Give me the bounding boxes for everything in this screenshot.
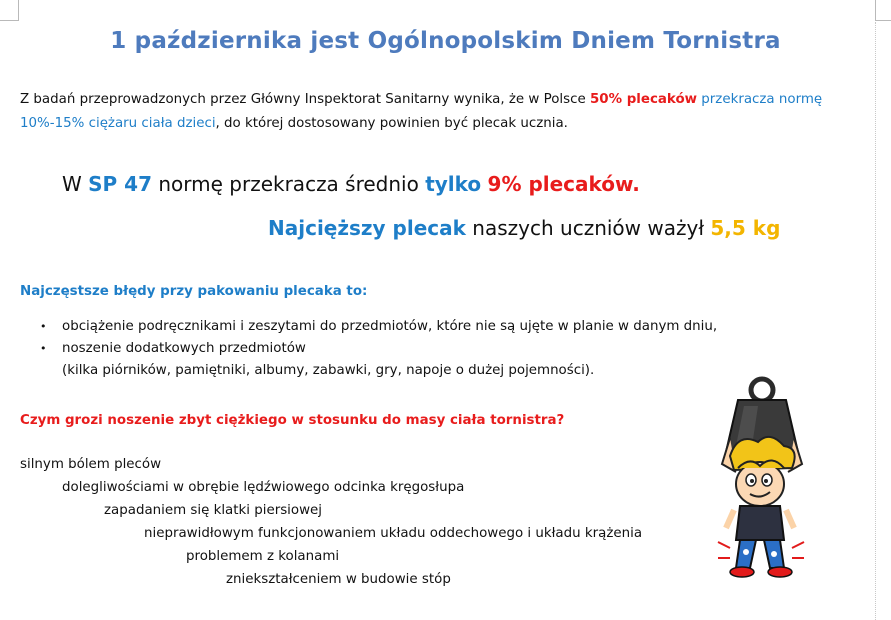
highlight-school-stat <box>62 172 640 196</box>
mistakes-heading: Najczęstsze błędy przy pakowaniu plecaka to: <box>20 284 368 299</box>
list-item-text: problemem z kolanami <box>186 549 340 564</box>
intro-percent: 50% plecaków <box>589 92 698 107</box>
intro-text-2: przekracza <box>697 92 775 107</box>
intro-text-4: , do której dostosowany powinien być plecak ucznia. <box>215 116 568 131</box>
highlight1-percent: 9% plecaków. <box>487 172 640 196</box>
page-corner-mark-left <box>0 0 19 21</box>
intro-text-1: Z badań przeprowadzonych przez Główny Inspektorat Sanitarny wynika, że w Polsce <box>20 92 590 107</box>
child-with-weight-illustration <box>700 372 820 582</box>
heaviest-text: naszych uczniów ważył <box>465 216 711 240</box>
highlight1-only: tylko <box>425 172 482 196</box>
cartoon-child-icon <box>700 372 820 582</box>
heaviest-label: Najcięższy plecak <box>268 216 466 240</box>
highlight1-text: normę przekracza średnio <box>152 172 426 196</box>
page-title: 1 października jest Ogólnopolskim Dniem Tornistra <box>110 28 781 54</box>
intro-norm: normę 10%-15% ciężaru ciała dzieci <box>20 92 823 131</box>
heaviest-weight: 5,5 kg <box>710 216 781 240</box>
list-item-text: dolegliwościami w obrębie lędźwiowego odcinka kręgosłupa <box>62 480 465 495</box>
page-corner-mark-right <box>875 0 891 21</box>
list-item <box>20 499 642 522</box>
highlight1-prefix: W <box>62 172 89 196</box>
list-item <box>20 453 642 476</box>
list-item-text: obciążenie podręcznikami i zeszytami do przedmiotów, które nie są ujęte w planie w danym dniu, <box>62 319 718 334</box>
list-item <box>20 522 642 545</box>
intro-paragraph <box>20 88 870 136</box>
list-item <box>20 568 642 591</box>
page-margin-line <box>875 22 876 620</box>
list-item <box>20 476 642 499</box>
highlight-heaviest-backpack <box>268 216 780 240</box>
school-name: SP 47 <box>88 172 152 196</box>
list-item-subtext: (kilka piórników, pamiętniki, albumy, zabawki, gry, napoje o dużej pojemności). <box>62 363 595 378</box>
list-item-text: nieprawidłowym funkcjonowaniem układu oddechowego i układu krążenia <box>144 526 643 541</box>
list-item <box>20 316 840 338</box>
list-item-text: zniekształceniem w budowie stóp <box>226 572 451 587</box>
list-item-text: zapadaniem się klatki piersiowej <box>104 503 323 518</box>
list-item <box>20 545 642 568</box>
list-item-text: • noszenie dodatkowych przedmiotów <box>62 341 306 356</box>
list-item-text: silnym bólem pleców <box>20 457 162 472</box>
risks-question: Czym grozi noszenie zbyt ciężkiego w stosunku do masy ciała tornistra? <box>20 413 565 428</box>
risks-list <box>20 453 642 591</box>
